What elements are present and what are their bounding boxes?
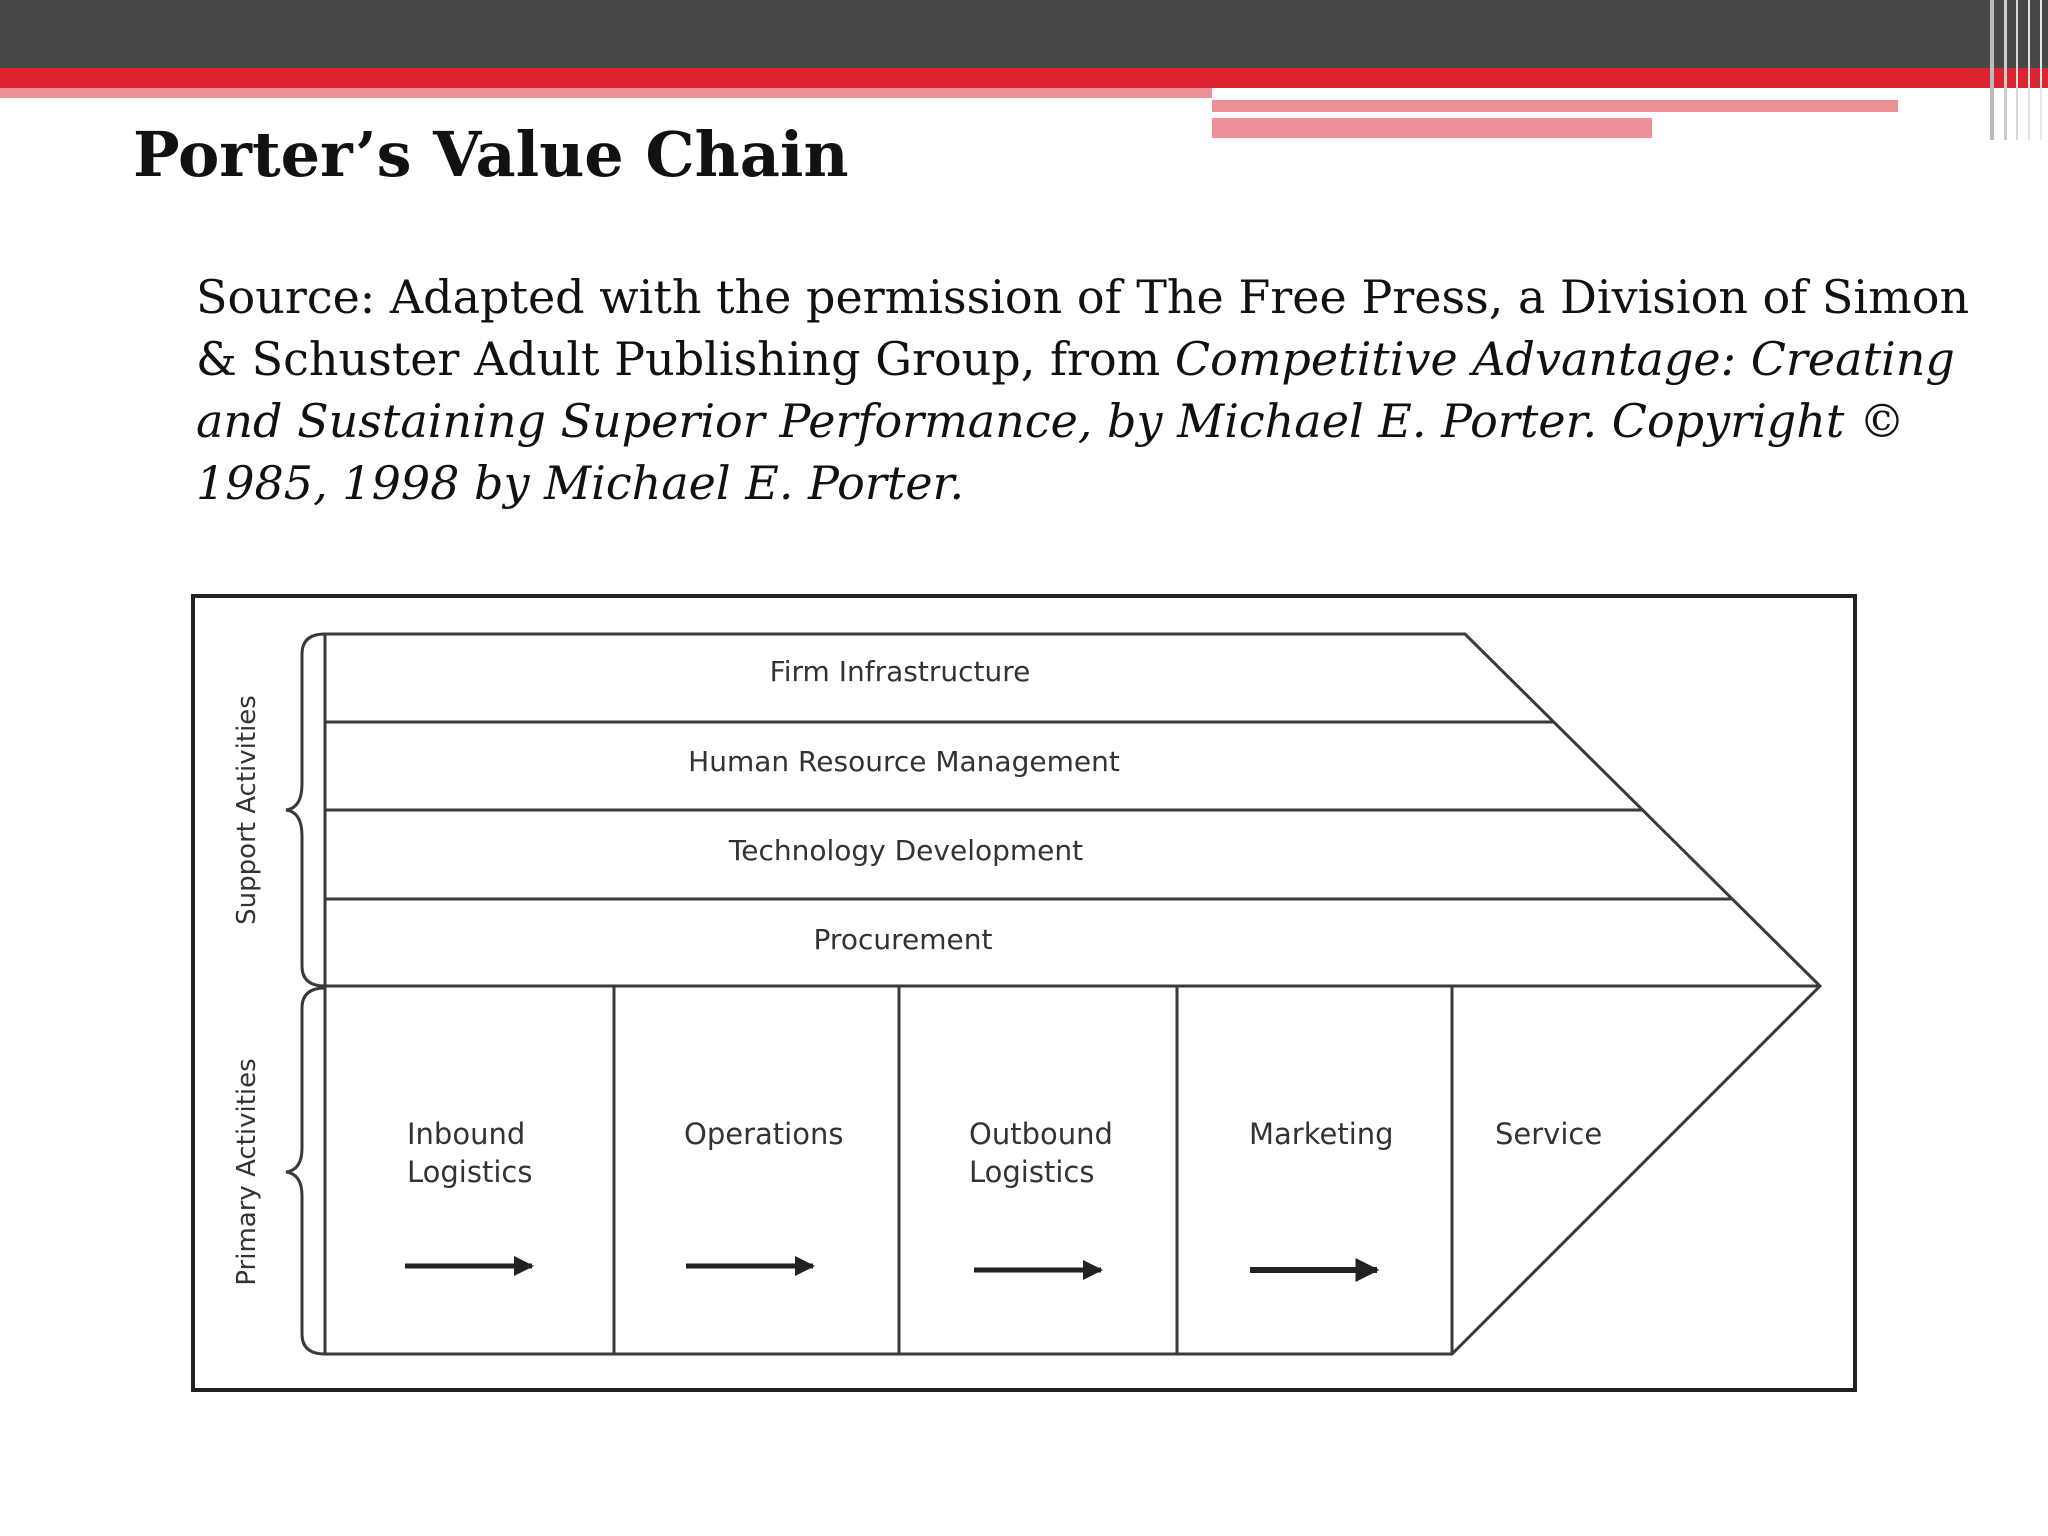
- value-chain-diagram: [190, 592, 1860, 1392]
- support-brace: [286, 634, 325, 986]
- support-activity-firm-infrastructure: Firm Infrastructure: [769, 655, 1031, 688]
- support-activity-procurement: Procurement: [813, 923, 993, 956]
- primary-activity-outbound-logistics-line1: Outbound: [969, 1117, 1113, 1151]
- support-activity-technology-development: Technology Development: [728, 834, 1084, 867]
- primary-activities-label: Primary Activities: [232, 1058, 262, 1286]
- source-citation: [196, 266, 1976, 514]
- primary-activity-inbound-logistics-line2: Logistics: [407, 1155, 533, 1189]
- primary-activity-inbound-logistics-line1: Inbound: [407, 1117, 526, 1151]
- primary-activity-operations: Operations: [684, 1117, 844, 1151]
- primary-brace: [286, 988, 325, 1354]
- primary-activity-service: Service: [1495, 1117, 1603, 1151]
- source-text: Source: Adapted with the permission of The Free Press, a Division of Simon & Schuster Adult Publishing Group, from: [196, 270, 1970, 386]
- support-activities-label: Support Activities: [232, 695, 262, 925]
- primary-activity-outbound-logistics-line2: Logistics: [969, 1155, 1095, 1189]
- slide-title: Porter’s Value Chain: [133, 118, 849, 191]
- primary-activity-marketing: Marketing: [1249, 1117, 1394, 1151]
- value-chain-chevron: [325, 634, 1820, 1354]
- support-activity-human-resource-management: Human Resource Management: [688, 745, 1120, 778]
- source-book-reference: Competitive Advantage: Creating and Sustaining Superior Performance, by Michael E. Porter. Copyright © 1985, 1998 by Michael E. Porter.: [196, 332, 1955, 510]
